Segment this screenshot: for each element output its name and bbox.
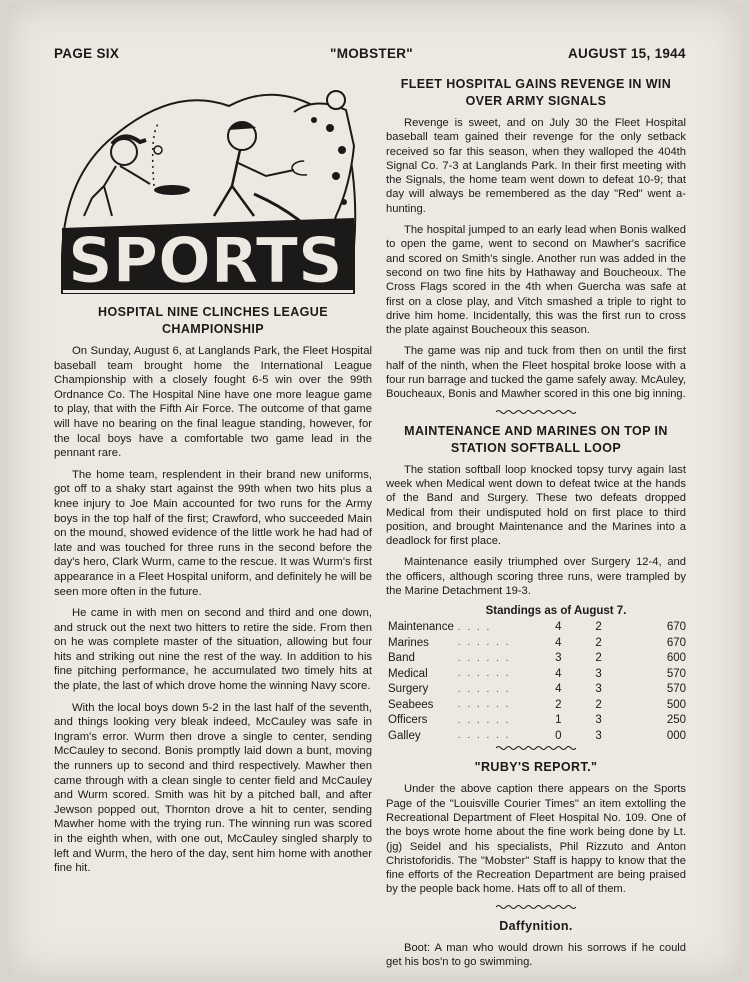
article2-paragraph: The hospital jumped to an early lead when Bonis walked to open the game, went to second on Mawher's sacrifice and scored on Smith's single. Another run was added in the second on two fine hits by Hathaway and Boucheoux. The Cross Flags scored in the 4th when Guercha was safe at first on a close play, and Vitch smashed a triple to right to drive him home. Incidentally, this was the first run to cross the plate against Boucheoux this season. xyxy=(386,224,686,337)
standings-losses: 3 xyxy=(595,683,602,696)
left-column xyxy=(54,66,372,883)
standings-row xyxy=(388,697,686,713)
article2-paragraph: Revenge is sweet, and on July 30 the Fleet Hospital baseball team gained their revenge for the only setback received so far this season, when they walloped the 404th Signal Co. 7-3 at Langlands Park. In their first meeting with the Signals, the home team went down to defeat 10-9; that day will always be remembered as the day "Red" went a-hunting. xyxy=(386,117,686,215)
standings-wins: 0 xyxy=(555,729,562,742)
publication-name: "MOBSTER" xyxy=(330,46,414,61)
standings-row xyxy=(388,681,686,697)
standings-row xyxy=(388,650,686,666)
standings-title: Standings as of August 7. xyxy=(485,605,627,618)
standings-dots: . . . . xyxy=(457,621,492,633)
article1-headline: HOSPITAL NINE CLINCHES LEAGUE CHAMPIONSHIP xyxy=(98,305,328,336)
standings-team: Medical xyxy=(388,667,428,680)
standings-losses: 2 xyxy=(595,636,602,649)
standings-losses: 2 xyxy=(595,698,602,711)
divider-squiggle xyxy=(496,904,576,910)
standings-losses: 3 xyxy=(595,714,602,727)
standings-dots: . . . . . . xyxy=(457,714,511,726)
standings-wins: 3 xyxy=(555,652,562,665)
article3-paragraph: Maintenance easily triumphed over Surgery 12-4, and the officers, although scoring three runs, were trampled by the Marine Detachment 19-3. xyxy=(386,556,686,598)
standings-row xyxy=(388,666,686,682)
standings-team: Officers xyxy=(388,714,428,727)
standings-wins: 2 xyxy=(555,698,562,711)
standings-row xyxy=(388,712,686,728)
standings-team: Maintenance xyxy=(388,621,454,634)
article3-paragraph: The station softball loop knocked topsy turvy again last week when Medical went down to defeat twice at the hands of the Band and Surgery. These two defeats dropped Medical from their undisputed hold on first place to third position, and brought Maintenance and the Marines into a deadlock for first place. xyxy=(386,463,686,548)
standings-wins: 4 xyxy=(555,667,562,680)
standings-pct: 570 xyxy=(666,683,686,696)
article1-paragraph: With the local boys down 5-2 in the last half of the seventh, and things looking very bleak indeed, McCauley was safe in Ingram's error. Wurm then drove a single to center, sending McCauley to second. Bonis promptly laid down a bunt, moving the runners up to second and third respectively. Mawher then came through with a clean single to center field and McCauley and Wurm scored. Smith was hit by a pitched ball, and after Jewson popped out, Thornton drove a hit to center, sending Mawher home with the trying run. The winning run was scored in the eighth when, with one out, McCauley singled sharply to left and Wurm, the hero of the day, sent him home with another fine hit. xyxy=(54,701,372,875)
standings-dots: . . . . . . xyxy=(457,668,511,680)
standings-table xyxy=(388,619,686,743)
article1-paragraph: He came in with men on second and third and one down, and struck out the next two hitters to retire the side. From then on he was complete master of the situation, allowing but four hits and striking out nine the rest of the way. In addition to his fine pitching performance, he accumulated two timely hits at the plate, the last of which drove home the winning Navy score. xyxy=(54,607,372,693)
standings-pct: 570 xyxy=(666,667,686,680)
standings-dots: . . . . . . xyxy=(457,652,511,664)
page-number: PAGE SIX xyxy=(54,46,120,61)
standings-wins: 4 xyxy=(555,621,562,634)
issue-date: AUGUST 15, 1944 xyxy=(568,46,686,61)
article5-paragraph: Boot: A man who would drown his sorrows if he could get his bos'n to go swimming. xyxy=(386,941,686,968)
standings-row xyxy=(388,635,686,651)
article2-paragraph: The game was nip and tuck from then on until the first half of the ninth, when the Fleet hospital broke loose with a four run barrage and tucked the game safely away. McAuley, Boucheaux, Bonis and Mawher scored in this one big inning. xyxy=(386,345,686,401)
article5-headline: Daffynition. xyxy=(499,918,573,933)
sports-illustration-icon xyxy=(54,66,364,294)
standings-losses: 2 xyxy=(595,652,602,665)
standings-team: Seabees xyxy=(388,698,434,711)
standings-dots: . . . . . . xyxy=(457,683,511,695)
standings-pct: 500 xyxy=(666,698,686,711)
standings-pct: 600 xyxy=(666,652,686,665)
standings-losses: 3 xyxy=(595,667,602,680)
standings-wins: 4 xyxy=(555,683,562,696)
standings-row xyxy=(388,728,686,744)
standings-pct: 250 xyxy=(666,714,686,727)
standings-losses: 2 xyxy=(595,621,602,634)
divider-squiggle xyxy=(496,409,576,415)
standings-pct: 000 xyxy=(666,729,686,742)
standings-losses: 3 xyxy=(595,729,602,742)
right-column xyxy=(386,76,686,976)
newspaper-page xyxy=(8,4,742,976)
standings-wins: 4 xyxy=(555,636,562,649)
standings-pct: 670 xyxy=(666,621,686,634)
standings-wins: 1 xyxy=(555,714,562,727)
standings-team: Marines xyxy=(388,636,429,649)
article2-headline: FLEET HOSPITAL GAINS REVENGE IN WIN OVER ARMY SIGNALS xyxy=(400,77,672,108)
standings-dots: . . . . . . xyxy=(457,699,511,711)
standings-dots: . . . . . . xyxy=(457,637,511,649)
standings-pct: 670 xyxy=(666,636,686,649)
standings-team: Galley xyxy=(388,729,421,742)
standings-team: Band xyxy=(388,652,415,665)
article4-headline: "RUBY'S REPORT." xyxy=(474,760,598,775)
article1-paragraph: The home team, resplendent in their brand new uniforms, got off to a shaky start against the 99th when two hits plus a knee injury to Joe Main accounted for two runs for the Army boys in the top half of the first; Crawford, who succeeded Main on the mound, showed evidence of the little work he had had of late and was touched for three runs in the second before the day's hero, Clark Wurm, came to the rescue. It was Wurm's first appearance in a Fleet Hospital uniform, and definitely he will be seen more often in the future. xyxy=(54,468,372,598)
standings-dots: . . . . . . xyxy=(457,730,511,742)
article3-headline: MAINTENANCE AND MARINES ON TOP IN STATION SOFTBALL LOOP xyxy=(404,423,668,455)
divider-squiggle xyxy=(496,745,576,751)
svg-text:SPORTS: SPORTS xyxy=(68,224,343,294)
standings-row xyxy=(388,619,686,635)
standings-team: Surgery xyxy=(388,683,429,696)
article1-paragraph: On Sunday, August 6, at Langlands Park, the Fleet Hospital baseball team brought home the International League Championship with a closely fought 6-5 win over the 99th Ordnance Co. The Hospital Nine have one more league game to play, that with the Fifth Air Force. The outcome of that game will have no bearing on the final league standing, however, for the local boys have a comfortable two game lead in the pennant rare. xyxy=(54,345,372,460)
article4-paragraph: Under the above caption there appears on the Sports Page of the "Louisville Courier Times" an item extolling the Recreational Department of Fleet Hospital No. 109. One of the boys wrote home about the fine work being done by Lt. (jg) Seidel and his specialists, Phil Rizzuto and Anton Christoforidis. The "Mobster" Staff is happy to know that the fine efforts of the Recreation Department are being praised by the people back home. Hats off to all of them. xyxy=(386,783,686,896)
